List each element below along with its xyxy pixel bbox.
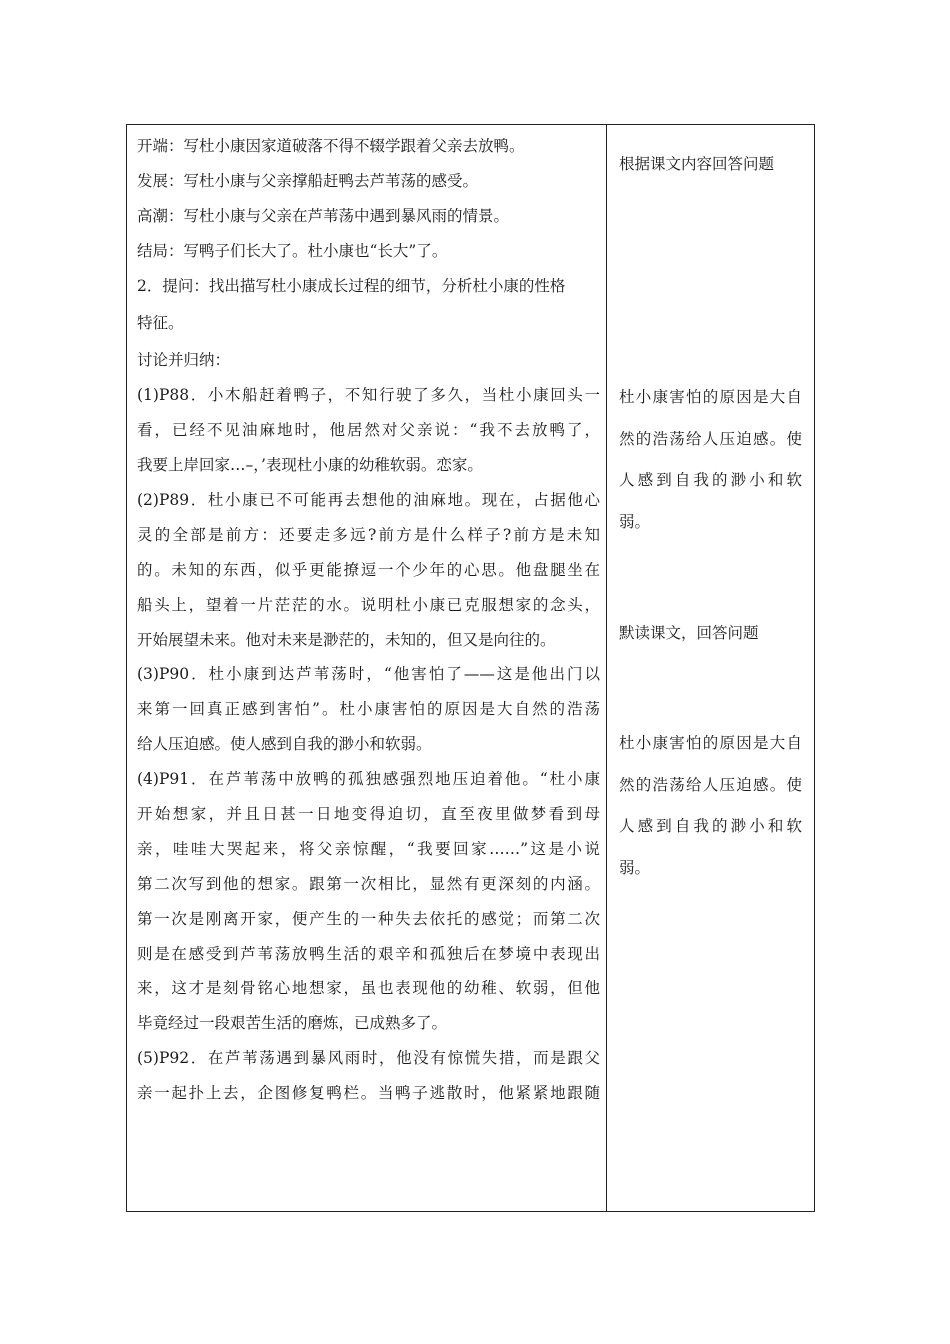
text-line: (5)P92．在芦苇荡遇到暴风雨时，他没有惊慌失措，而是跟父 — [137, 1049, 600, 1068]
text-line: 则是在感受到芦苇荡放鸭生活的艰辛和孤独后在梦境中表现出 — [137, 944, 600, 963]
text-line: (1)P88．小木船赶着鸭子，不知行驶了多久，当杜小康回头一 — [137, 386, 600, 405]
note-line: 杜小康害怕的原因是大自 — [619, 388, 802, 406]
text-line: 来，这才是刻骨铭心地想家，虽也表现他的幼稚、软弱，但他 — [137, 979, 600, 998]
activity-note — [619, 144, 802, 186]
text-line: 特征。 — [137, 314, 184, 333]
text-line: 灵的全部是前方：还要走多远?前方是什么样子?前方是未知 — [137, 525, 600, 544]
text-line: (2)P89．杜小康已不可能再去想他的油麻地。现在，占据他心 — [137, 491, 600, 510]
text-line: 开始想家，并且日甚一日地变得迫切，直至夜里做梦看到母 — [137, 805, 600, 824]
text-line: 看，已经不见油麻地时，他居然对父亲说：“我不去放鸭了， — [137, 421, 600, 440]
text-line: 2．提问：找出描写杜小康成长过程的细节，分析杜小康的性格 — [137, 276, 566, 295]
text-line: 毕竟经过一段艰苦生活的磨炼，已成熟多了。 — [137, 1014, 448, 1033]
activity-note — [619, 723, 802, 889]
note-line: 杜小康害怕的原因是大自 — [619, 734, 802, 752]
text-line: 发展：写杜小康与父亲撑船赶鸭去芦苇荡的感受。 — [137, 171, 479, 190]
text-line: 开端：写杜小康因家道破落不得不辍学跟着父亲去放鸭。 — [137, 137, 525, 155]
note-line: 默读课文，回答问题 — [619, 624, 759, 642]
note-line: 弱。 — [619, 858, 651, 877]
lesson-content-column — [127, 125, 607, 1211]
activity-note — [619, 377, 802, 543]
text-line: 亲一起扑上去，企图修复鸭栏。当鸭子逃散时，他紧紧地跟随 — [137, 1084, 600, 1103]
note-line: 弱。 — [619, 512, 651, 531]
text-line: 我要上岸回家…–，’表现杜小康的幼稚软弱。恋家。 — [137, 456, 483, 475]
text-line: 高潮：写杜小康与父亲在芦苇荡中遇到暴风雨的情景。 — [137, 206, 510, 225]
text-line: 来第一回真正感到害怕”。杜小康害怕的原因是大自然的浩荡 — [137, 700, 600, 719]
text-line: (4)P91．在芦苇荡中放鸭的孤独感强烈地压迫着他。“杜小康 — [137, 770, 600, 789]
note-line: 人感到自我的渺小和软 — [619, 817, 802, 835]
text-line: (3)P90．杜小康到达芦苇荡时，“他害怕了——这是他出门以 — [137, 665, 600, 684]
text-line: 给人压迫感。使人感到自我的渺小和软弱。 — [137, 735, 432, 754]
text-line: 第二次写到他的想家。跟第一次相比，显然有更深刻的内涵。 — [137, 874, 600, 893]
activity-note — [619, 613, 802, 655]
student-activity-column — [607, 125, 814, 1211]
text-line: 船头上，望着一片茫茫的水。说明杜小康已克服想家的念头， — [137, 595, 600, 614]
note-line: 人感到自我的渺小和软 — [619, 471, 802, 489]
note-line: 然的浩荡给人压迫感。使 — [619, 775, 802, 794]
text-line: 讨论并归纳： — [137, 351, 231, 370]
text-line: 的。未知的东西，似乎更能撩逗一个少年的心思。他盘腿坐在 — [137, 560, 600, 579]
text-line: 第一次是刚离开家，便产生的一种失去依托的感觉；而第二次 — [137, 909, 600, 928]
note-line: 根据课文内容回答问题 — [619, 155, 775, 173]
text-line: 亲，哇哇大哭起来，将父亲惊醒，“我要回家……”这是小说 — [137, 839, 600, 858]
text-line: 结局：写鸭子们长大了。杜小康也“长大”了。 — [137, 241, 448, 260]
text-line: 开始展望未来。他对未来是渺茫的，未知的，但又是向往的。 — [137, 630, 556, 649]
note-line: 然的浩荡给人压迫感。使 — [619, 429, 802, 448]
lesson-table — [126, 124, 815, 1212]
